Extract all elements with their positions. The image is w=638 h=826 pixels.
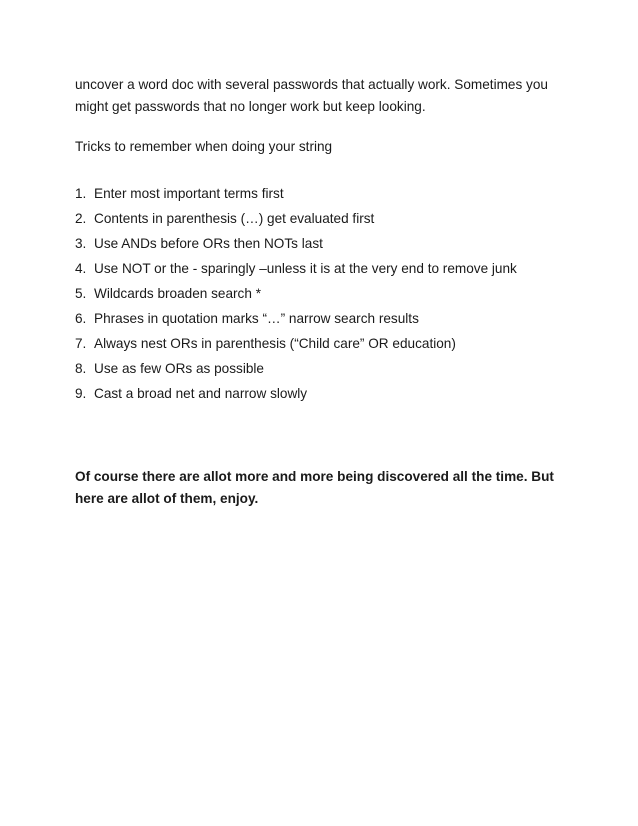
list-item-text: Use as few ORs as possible <box>94 361 264 376</box>
list-item-text: Enter most important terms first <box>94 186 284 201</box>
tricks-heading: Tricks to remember when doing your string <box>75 139 333 154</box>
list-item <box>75 259 595 284</box>
list-item <box>75 359 595 384</box>
list-item-number: 9. <box>75 386 87 401</box>
list-item-text: Cast a broad net and narrow slowly <box>94 386 308 401</box>
list-item-number: 1. <box>75 186 87 201</box>
list-item-number: 2. <box>75 211 87 226</box>
list-item <box>75 334 595 359</box>
list-item-number: 3. <box>75 236 87 251</box>
list-item-text: Use ANDs before ORs then NOTs last <box>94 236 323 251</box>
list-item <box>75 234 595 259</box>
list-item <box>75 209 595 234</box>
list-item <box>75 284 595 309</box>
tricks-list <box>75 184 595 409</box>
list-item-number: 8. <box>75 361 87 376</box>
list-item-text: Contents in parenthesis (…) get evaluated first <box>94 211 375 226</box>
list-item-number: 7. <box>75 336 87 351</box>
list-item-text: Phrases in quotation marks “…” narrow search results <box>94 311 419 326</box>
list-item-number: 4. <box>75 261 87 276</box>
list-item-text: Use NOT or the - sparingly –unless it is at the very end to remove junk <box>94 261 517 276</box>
list-item-number: 6. <box>75 311 87 326</box>
list-item <box>75 184 595 209</box>
list-item-text: Wildcards broaden search * <box>94 286 261 301</box>
closing-paragraph: Of course there are allot more and more being discovered all the time. But here are allot of them, enjoy. <box>75 469 554 506</box>
list-item <box>75 309 595 334</box>
list-item-text: Always nest ORs in parenthesis (“Child care” OR education) <box>94 336 456 351</box>
list-item <box>75 384 595 409</box>
intro-paragraph: uncover a word doc with several passwords that actually work. Sometimes you might get passwords that no longer work but keep looking. <box>75 77 548 114</box>
list-item-number: 5. <box>75 286 87 301</box>
